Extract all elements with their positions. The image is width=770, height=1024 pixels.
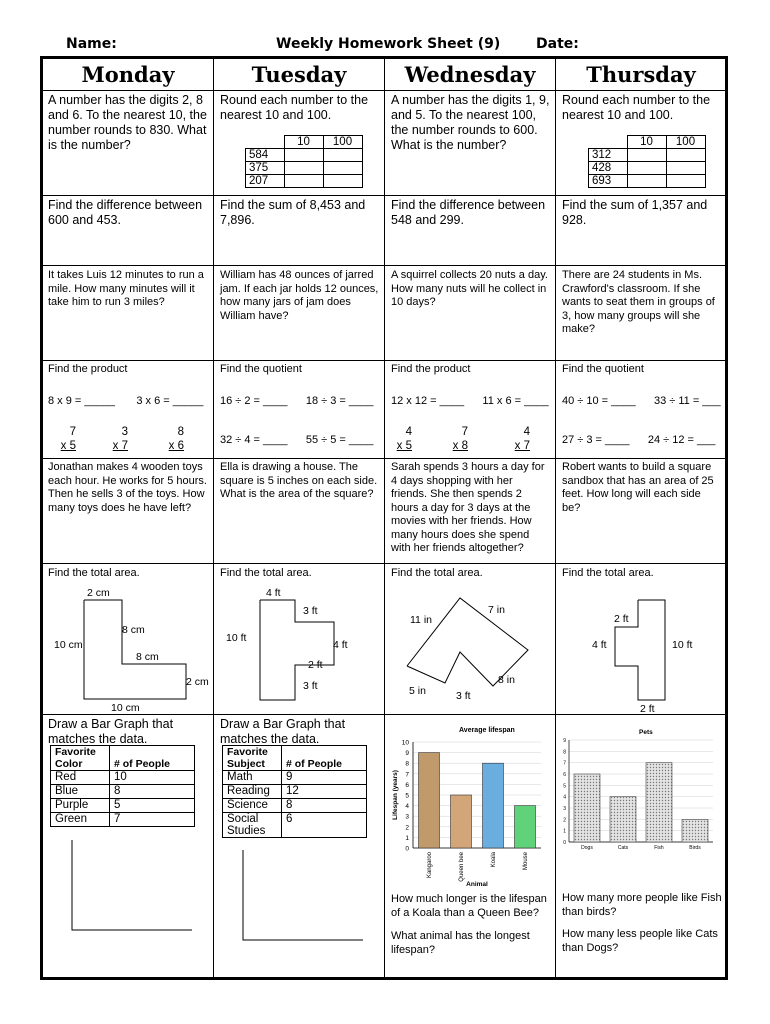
y-tick-label: 0 xyxy=(563,840,566,846)
dim-label: 8 in xyxy=(498,674,515,686)
dim-label: 10 ft xyxy=(226,632,247,644)
table-header: Favorite Color xyxy=(51,746,110,771)
day-tuesday: Tuesday xyxy=(251,62,347,87)
table-cell: Social Studies xyxy=(223,813,282,838)
wed-word-problem: A squirrel collects 20 nuts a day. How many nuts will he collect in 10 days? xyxy=(391,269,548,308)
col-header-100: 100 xyxy=(323,136,362,149)
factor-bottom: x 7 xyxy=(514,440,530,452)
factor-top: 4 xyxy=(405,426,412,438)
wed-product-title: Find the product xyxy=(391,363,471,375)
y-tick-label: 3 xyxy=(563,806,566,812)
table-cell: Math xyxy=(223,771,282,785)
x-tick-label: Fish xyxy=(654,845,664,851)
bar-cats xyxy=(610,797,636,842)
tue-word-problem-2: Ella is drawing a house. The square is 5 inches on each side. What is the area of the square? xyxy=(220,461,378,500)
lifespan-chart xyxy=(389,720,549,890)
mon-digits-question: A number has the digits 2, 8 and 6. To the nearest 10, the number rounds to 830. What is the number? xyxy=(48,93,207,152)
dim-label: 10 ft xyxy=(672,639,693,651)
factor-bottom: x 5 xyxy=(60,440,76,452)
wed-word-problem-2: Sarah spends 3 hours a day for 4 days shopping with her friends. She then spends 2 hours a day for 3 days at the movies with her friends. How many hours does she spend with her friends altogether? xyxy=(391,461,545,554)
dim-label: 4 ft xyxy=(333,639,348,651)
thu-sum-question: Find the sum of 1,357 and 928. xyxy=(562,198,708,227)
tue-division-line: 16 ÷ 2 = ____ 18 ÷ 3 = ____ xyxy=(220,395,374,407)
thu-round-question: Round each number to the nearest 10 and 100. xyxy=(562,93,711,122)
round-number: 207 xyxy=(246,175,285,188)
table-cell: Purple xyxy=(51,799,110,813)
tue-area-title: Find the total area. xyxy=(220,567,312,579)
mon-word-problem: It takes Luis 12 minutes to run a mile. How many minutes will it take him to run 3 miles? xyxy=(48,269,204,308)
factor-top: 8 xyxy=(177,426,184,438)
name-label: Name: xyxy=(66,36,117,52)
day-wednesday: Wednesday xyxy=(404,62,536,87)
table-cell: Reading xyxy=(223,785,282,799)
y-tick-label: 0 xyxy=(405,845,409,853)
x-tick-label: Koala xyxy=(491,852,497,868)
y-axis-label: Lifespan (years) xyxy=(392,770,399,820)
table-header: Favorite Subject xyxy=(223,746,282,771)
table-cell: Green xyxy=(51,813,110,827)
y-tick-label: 6 xyxy=(405,781,409,789)
x-axis-label: Animal xyxy=(466,881,488,888)
tue-round-question: Round each number to the nearest 10 and 100. xyxy=(220,93,369,122)
table-cell: 7 xyxy=(110,813,195,827)
y-tick-label: 1 xyxy=(405,834,409,842)
x-tick-label: Queen bee xyxy=(459,852,465,882)
y-tick-label: 2 xyxy=(563,817,566,824)
table-cell: 8 xyxy=(282,799,367,813)
tue-division-line: 32 ÷ 4 = ____ 55 ÷ 5 = ____ xyxy=(220,434,374,446)
y-tick-label: 1 xyxy=(563,828,566,835)
date-label: Date: xyxy=(536,36,579,52)
factor-bottom: x 7 xyxy=(112,440,128,452)
y-tick-label: 10 xyxy=(401,739,409,747)
thu-division-line: 40 ÷ 10 = ____ 33 ÷ 11 = ___ xyxy=(562,395,721,407)
factor-bottom: x 6 xyxy=(168,440,184,452)
table-header: # of People xyxy=(282,746,367,771)
dim-label: 2 ft xyxy=(614,613,629,625)
mon-product-title: Find the product xyxy=(48,363,128,375)
y-tick-label: 7 xyxy=(405,771,409,779)
wed-multiplication-line: 12 x 12 = ____ 11 x 6 = ____ xyxy=(391,395,549,407)
dim-label: 4 ft xyxy=(266,587,281,599)
table-cell: Science xyxy=(223,799,282,813)
dim-label: 7 in xyxy=(488,604,505,616)
dim-label: 10 cm xyxy=(111,702,140,714)
chart-title: Average lifespan xyxy=(459,727,515,734)
y-tick-label: 7 xyxy=(563,760,566,767)
y-tick-label: 8 xyxy=(405,760,409,768)
dim-label: 3 ft xyxy=(303,605,318,617)
col-header-10: 10 xyxy=(284,136,323,149)
round-number: 375 xyxy=(246,162,285,175)
thu-chart-question-2: How many less people like Cats than Dogs? xyxy=(562,928,718,954)
table-cell: 8 xyxy=(110,785,195,799)
bar-koala xyxy=(483,763,504,848)
pets-chart xyxy=(559,724,719,854)
col-header-100: 100 xyxy=(666,136,705,149)
dim-label: 10 cm xyxy=(54,639,83,651)
sheet-title: Weekly Homework Sheet (9) xyxy=(276,36,501,52)
thu-chart-question-1: How many more people like Fish than birds? xyxy=(562,892,722,918)
wed-area-title: Find the total area. xyxy=(391,567,483,579)
table-cell: 10 xyxy=(110,771,195,785)
y-tick-label: 5 xyxy=(405,792,409,800)
thu-area-title: Find the total area. xyxy=(562,567,654,579)
dim-label: 2 cm xyxy=(186,676,209,688)
x-tick-label: Birds xyxy=(689,845,701,851)
factor-top: 4 xyxy=(523,426,530,438)
mon-difference-question: Find the difference between 600 and 453. xyxy=(48,198,203,227)
thu-division-line: 27 ÷ 3 = ____ 24 ÷ 12 = ___ xyxy=(562,434,716,446)
round-number: 584 xyxy=(246,149,285,162)
table-cell: Blue xyxy=(51,785,110,799)
y-tick-label: 9 xyxy=(405,750,409,758)
y-tick-label: 4 xyxy=(563,794,566,801)
x-tick-label: Cats xyxy=(617,845,629,851)
dim-label: 8 cm xyxy=(136,651,159,663)
wed-chart-question-1: How much longer is the lifespan of a Koala than a Queen Bee? xyxy=(391,893,547,919)
tue-word-problem: William has 48 ounces of jarred jam. If each jar holds 12 ounces, how many jars of jam does William have? xyxy=(220,269,379,322)
bar-queen-bee xyxy=(451,795,472,848)
dim-label: 2 ft xyxy=(640,703,655,715)
dim-label: 5 in xyxy=(409,685,426,697)
y-tick-label: 6 xyxy=(563,772,566,778)
mon-bar-graph-title: Draw a Bar Graph that matches the data. xyxy=(48,717,174,746)
dim-label: 11 in xyxy=(410,614,432,626)
bar-dogs xyxy=(574,774,600,842)
y-tick-label: 9 xyxy=(563,738,566,744)
x-tick-label: Dogs xyxy=(581,845,593,851)
table-cell: 6 xyxy=(282,813,367,838)
mon-area-title: Find the total area. xyxy=(48,567,140,579)
y-tick-label: 4 xyxy=(405,803,409,811)
wed-difference-question: Find the difference between 548 and 299. xyxy=(391,198,546,227)
bar-fish xyxy=(646,763,672,842)
table-cell: 12 xyxy=(282,785,367,799)
table-header: # of People xyxy=(110,746,195,771)
bar-birds xyxy=(682,819,708,842)
round-number: 693 xyxy=(589,175,628,188)
col-header-10: 10 xyxy=(627,136,666,149)
tue-sum-question: Find the sum of 8,453 and 7,896. xyxy=(220,198,366,227)
round-number: 428 xyxy=(589,162,628,175)
y-tick-label: 2 xyxy=(405,824,409,832)
y-tick-label: 5 xyxy=(563,783,566,790)
thu-word-problem-2: Robert wants to build a square sandbox that has an area of 25 feet. How long will each side be? xyxy=(562,461,714,514)
mon-blank-axes xyxy=(72,840,192,930)
table-cell: Red xyxy=(51,771,110,785)
table-cell: 9 xyxy=(282,771,367,785)
tue-blank-axes xyxy=(243,850,363,940)
dim-label: 8 cm xyxy=(122,624,145,636)
dim-label: 3 ft xyxy=(456,690,471,702)
x-tick-label: Mouse xyxy=(523,852,529,871)
wed-chart-question-2: What animal has the longest lifespan? xyxy=(391,930,530,956)
tue-bar-graph-title: Draw a Bar Graph that matches the data. xyxy=(220,717,346,746)
day-monday: Monday xyxy=(81,62,175,87)
bar-mouse xyxy=(515,806,536,848)
bar-kangaroo xyxy=(419,753,440,848)
y-tick-label: 3 xyxy=(405,813,409,821)
thu-quotient-title: Find the quotient xyxy=(562,363,644,375)
dim-label: 3 ft xyxy=(303,680,318,692)
chart-title: Pets xyxy=(639,729,653,736)
y-tick-label: 8 xyxy=(563,749,566,756)
table-cell: 5 xyxy=(110,799,195,813)
day-thursday: Thursday xyxy=(586,62,696,87)
factor-top: 3 xyxy=(121,426,128,438)
factor-top: 7 xyxy=(69,426,76,438)
tue-quotient-title: Find the quotient xyxy=(220,363,302,375)
wed-digits-question: A number has the digits 1, 9, and 5. To the nearest 100, the number rounds to 600. What is the number? xyxy=(391,93,550,152)
dim-label: 4 ft xyxy=(592,639,607,651)
mon-multiplication-line: 8 x 9 = _____ 3 x 6 = _____ xyxy=(48,395,204,407)
factor-bottom: x 5 xyxy=(396,440,412,452)
mon-word-problem-2: Jonathan makes 4 wooden toys each hour. He works for 5 hours. Then he sells 3 of the toys. How many toys does he have left? xyxy=(48,461,207,514)
x-tick-label: Kangaroo xyxy=(427,852,433,879)
round-number: 312 xyxy=(589,149,628,162)
dim-label: 2 cm xyxy=(87,587,110,599)
dim-label: 2 ft xyxy=(308,659,323,671)
factor-top: 7 xyxy=(461,426,468,438)
factor-bottom: x 8 xyxy=(452,440,468,452)
thu-word-problem: There are 24 students in Ms. Crawford's classroom. If she wants to seat them in groups of 3, how many groups will she make? xyxy=(562,269,715,335)
